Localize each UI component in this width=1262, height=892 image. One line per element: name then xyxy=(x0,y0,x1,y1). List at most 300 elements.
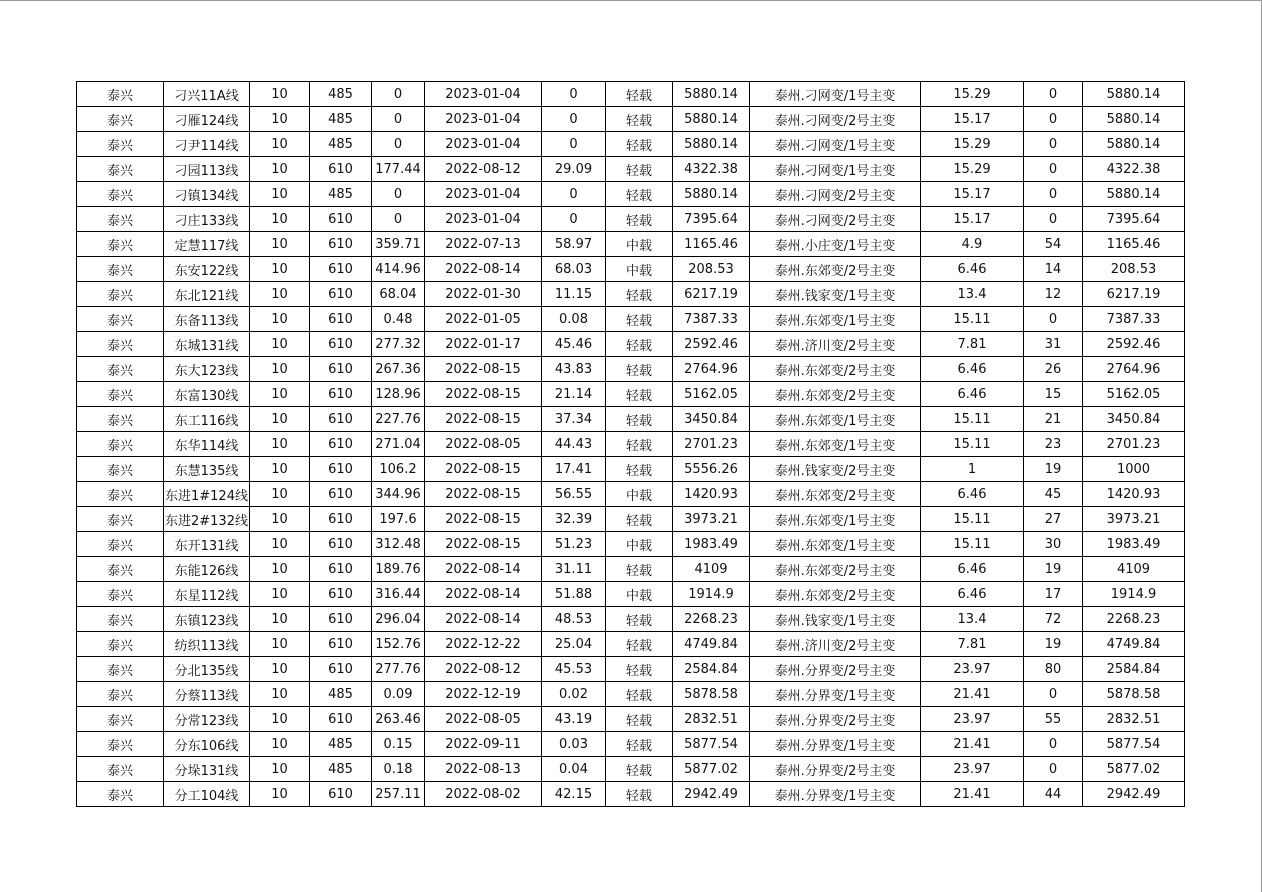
cell-transformer-value: 6.46 xyxy=(921,382,1024,407)
cell-load: 106.2 xyxy=(372,457,425,482)
table-row xyxy=(77,382,1185,407)
cell-region: 泰兴 xyxy=(77,682,164,707)
cell-transformer-value: 15.29 xyxy=(921,157,1024,182)
cell-region: 泰兴 xyxy=(77,432,164,457)
cell-capacity: 610 xyxy=(310,632,372,657)
cell-load: 128.96 xyxy=(372,382,425,407)
cell-transformer-value: 21.41 xyxy=(921,782,1024,807)
cell-count: 19 xyxy=(1024,632,1083,657)
cell-available-capacity: 4109 xyxy=(1083,557,1185,582)
cell-load: 263.46 xyxy=(372,707,425,732)
cell-transformer: 泰州.济川变/2号主变 xyxy=(750,332,921,357)
cell-available-capacity: 5880.14 xyxy=(1083,107,1185,132)
cell-region: 泰兴 xyxy=(77,657,164,682)
cell-region: 泰兴 xyxy=(77,282,164,307)
cell-available-capacity: 7387.33 xyxy=(1083,307,1185,332)
cell-voltage: 10 xyxy=(250,382,310,407)
cell-count: 0 xyxy=(1024,207,1083,232)
cell-region: 泰兴 xyxy=(77,782,164,807)
table-row xyxy=(77,582,1185,607)
cell-region: 泰兴 xyxy=(77,132,164,157)
cell-count: 17 xyxy=(1024,582,1083,607)
cell-load-status: 轻载 xyxy=(606,382,673,407)
cell-count: 15 xyxy=(1024,382,1083,407)
cell-capacity: 610 xyxy=(310,507,372,532)
cell-count: 0 xyxy=(1024,757,1083,782)
cell-count: 54 xyxy=(1024,232,1083,257)
cell-load-rate: 0 xyxy=(542,207,606,232)
cell-count: 0 xyxy=(1024,307,1083,332)
cell-load: 68.04 xyxy=(372,282,425,307)
cell-voltage: 10 xyxy=(250,682,310,707)
cell-load: 227.76 xyxy=(372,407,425,432)
cell-available-capacity: 4749.84 xyxy=(1083,632,1185,657)
cell-line-name: 东安122线 xyxy=(164,257,250,282)
cell-remaining-capacity: 5880.14 xyxy=(673,132,750,157)
cell-load: 257.11 xyxy=(372,782,425,807)
cell-date: 2022-08-14 xyxy=(425,607,542,632)
table-row xyxy=(77,132,1185,157)
cell-load-rate: 0 xyxy=(542,82,606,107)
cell-load-status: 轻载 xyxy=(606,707,673,732)
cell-load: 197.6 xyxy=(372,507,425,532)
cell-region: 泰兴 xyxy=(77,532,164,557)
cell-voltage: 10 xyxy=(250,757,310,782)
cell-region: 泰兴 xyxy=(77,332,164,357)
cell-load-status: 轻载 xyxy=(606,607,673,632)
cell-count: 0 xyxy=(1024,157,1083,182)
cell-count: 26 xyxy=(1024,357,1083,382)
cell-capacity: 610 xyxy=(310,557,372,582)
cell-transformer-value: 6.46 xyxy=(921,582,1024,607)
cell-remaining-capacity: 5880.14 xyxy=(673,82,750,107)
cell-remaining-capacity: 1165.46 xyxy=(673,232,750,257)
cell-line-name: 东备113线 xyxy=(164,307,250,332)
cell-remaining-capacity: 2764.96 xyxy=(673,357,750,382)
cell-voltage: 10 xyxy=(250,357,310,382)
cell-date: 2022-08-15 xyxy=(425,457,542,482)
cell-date: 2023-01-04 xyxy=(425,107,542,132)
cell-available-capacity: 4322.38 xyxy=(1083,157,1185,182)
cell-region: 泰兴 xyxy=(77,557,164,582)
cell-transformer-value: 4.9 xyxy=(921,232,1024,257)
cell-region: 泰兴 xyxy=(77,107,164,132)
cell-load: 0 xyxy=(372,82,425,107)
cell-available-capacity: 3450.84 xyxy=(1083,407,1185,432)
cell-date: 2022-08-05 xyxy=(425,707,542,732)
cell-transformer: 泰州.东郊变/1号主变 xyxy=(750,432,921,457)
cell-date: 2022-08-13 xyxy=(425,757,542,782)
cell-load-rate: 11.15 xyxy=(542,282,606,307)
cell-load-status: 轻载 xyxy=(606,557,673,582)
cell-load-status: 轻载 xyxy=(606,682,673,707)
cell-load-rate: 43.19 xyxy=(542,707,606,732)
cell-available-capacity: 5878.58 xyxy=(1083,682,1185,707)
cell-line-name: 东城131线 xyxy=(164,332,250,357)
cell-count: 23 xyxy=(1024,432,1083,457)
cell-load: 277.32 xyxy=(372,332,425,357)
cell-load: 344.96 xyxy=(372,482,425,507)
cell-voltage: 10 xyxy=(250,207,310,232)
cell-remaining-capacity: 2832.51 xyxy=(673,707,750,732)
cell-count: 0 xyxy=(1024,132,1083,157)
cell-load-rate: 21.14 xyxy=(542,382,606,407)
cell-region: 泰兴 xyxy=(77,707,164,732)
cell-transformer: 泰州.分界变/1号主变 xyxy=(750,782,921,807)
cell-voltage: 10 xyxy=(250,332,310,357)
table-row xyxy=(77,707,1185,732)
cell-load: 296.04 xyxy=(372,607,425,632)
cell-load-rate: 44.43 xyxy=(542,432,606,457)
cell-load-rate: 51.23 xyxy=(542,532,606,557)
cell-line-name: 刁尹114线 xyxy=(164,132,250,157)
table-row xyxy=(77,682,1185,707)
cell-load-status: 中载 xyxy=(606,582,673,607)
table-row xyxy=(77,407,1185,432)
cell-count: 12 xyxy=(1024,282,1083,307)
cell-capacity: 485 xyxy=(310,132,372,157)
cell-load: 271.04 xyxy=(372,432,425,457)
cell-load-status: 轻载 xyxy=(606,457,673,482)
cell-load-status: 轻载 xyxy=(606,107,673,132)
cell-voltage: 10 xyxy=(250,307,310,332)
cell-available-capacity: 2942.49 xyxy=(1083,782,1185,807)
cell-capacity: 610 xyxy=(310,707,372,732)
cell-date: 2022-08-15 xyxy=(425,532,542,557)
cell-load: 177.44 xyxy=(372,157,425,182)
cell-load-rate: 45.53 xyxy=(542,657,606,682)
cell-line-name: 东开131线 xyxy=(164,532,250,557)
cell-load-rate: 0 xyxy=(542,182,606,207)
cell-remaining-capacity: 1914.9 xyxy=(673,582,750,607)
cell-available-capacity: 5880.14 xyxy=(1083,82,1185,107)
cell-capacity: 610 xyxy=(310,332,372,357)
cell-date: 2022-12-22 xyxy=(425,632,542,657)
cell-voltage: 10 xyxy=(250,482,310,507)
cell-available-capacity: 7395.64 xyxy=(1083,207,1185,232)
cell-transformer: 泰州.刁网变/1号主变 xyxy=(750,132,921,157)
cell-transformer-value: 7.81 xyxy=(921,632,1024,657)
cell-capacity: 610 xyxy=(310,207,372,232)
cell-region: 泰兴 xyxy=(77,607,164,632)
cell-line-name: 东能126线 xyxy=(164,557,250,582)
cell-line-name: 东镇123线 xyxy=(164,607,250,632)
cell-line-name: 东北121线 xyxy=(164,282,250,307)
cell-transformer-value: 15.17 xyxy=(921,207,1024,232)
cell-available-capacity: 1983.49 xyxy=(1083,532,1185,557)
cell-remaining-capacity: 2701.23 xyxy=(673,432,750,457)
cell-count: 21 xyxy=(1024,407,1083,432)
cell-available-capacity: 6217.19 xyxy=(1083,282,1185,307)
cell-voltage: 10 xyxy=(250,182,310,207)
cell-date: 2023-01-04 xyxy=(425,207,542,232)
cell-transformer: 泰州.东郊变/2号主变 xyxy=(750,482,921,507)
cell-capacity: 610 xyxy=(310,157,372,182)
cell-load-status: 轻载 xyxy=(606,307,673,332)
cell-transformer-value: 15.11 xyxy=(921,507,1024,532)
cell-date: 2022-12-19 xyxy=(425,682,542,707)
cell-transformer-value: 15.29 xyxy=(921,82,1024,107)
cell-remaining-capacity: 4749.84 xyxy=(673,632,750,657)
cell-available-capacity: 5880.14 xyxy=(1083,182,1185,207)
cell-transformer-value: 15.11 xyxy=(921,307,1024,332)
table-row xyxy=(77,82,1185,107)
cell-line-name: 刁庄133线 xyxy=(164,207,250,232)
cell-load-rate: 43.83 xyxy=(542,357,606,382)
cell-transformer-value: 13.4 xyxy=(921,607,1024,632)
table-row xyxy=(77,107,1185,132)
cell-count: 19 xyxy=(1024,557,1083,582)
cell-remaining-capacity: 5556.26 xyxy=(673,457,750,482)
cell-load-status: 轻载 xyxy=(606,332,673,357)
cell-transformer: 泰州.刁网变/2号主变 xyxy=(750,207,921,232)
cell-line-name: 东星112线 xyxy=(164,582,250,607)
cell-transformer: 泰州.东郊变/2号主变 xyxy=(750,382,921,407)
cell-voltage: 10 xyxy=(250,782,310,807)
cell-transformer-value: 15.29 xyxy=(921,132,1024,157)
cell-transformer: 泰州.钱家变/2号主变 xyxy=(750,457,921,482)
cell-remaining-capacity: 5880.14 xyxy=(673,182,750,207)
cell-voltage: 10 xyxy=(250,507,310,532)
cell-load-status: 轻载 xyxy=(606,357,673,382)
cell-voltage: 10 xyxy=(250,582,310,607)
cell-date: 2022-09-11 xyxy=(425,732,542,757)
cell-capacity: 610 xyxy=(310,307,372,332)
cell-date: 2022-08-02 xyxy=(425,782,542,807)
cell-count: 27 xyxy=(1024,507,1083,532)
cell-line-name: 定慧117线 xyxy=(164,232,250,257)
cell-load: 0 xyxy=(372,182,425,207)
cell-capacity: 485 xyxy=(310,182,372,207)
cell-count: 0 xyxy=(1024,732,1083,757)
cell-load: 0.48 xyxy=(372,307,425,332)
cell-date: 2023-01-04 xyxy=(425,182,542,207)
cell-region: 泰兴 xyxy=(77,482,164,507)
cell-transformer-value: 15.17 xyxy=(921,182,1024,207)
cell-region: 泰兴 xyxy=(77,207,164,232)
cell-transformer-value: 21.41 xyxy=(921,732,1024,757)
cell-region: 泰兴 xyxy=(77,82,164,107)
cell-load-rate: 17.41 xyxy=(542,457,606,482)
cell-voltage: 10 xyxy=(250,82,310,107)
cell-transformer: 泰州.钱家变/1号主变 xyxy=(750,607,921,632)
table-row xyxy=(77,657,1185,682)
cell-load-rate: 29.09 xyxy=(542,157,606,182)
cell-date: 2022-01-05 xyxy=(425,307,542,332)
cell-count: 0 xyxy=(1024,182,1083,207)
cell-load-status: 轻载 xyxy=(606,132,673,157)
cell-load-status: 中载 xyxy=(606,232,673,257)
cell-voltage: 10 xyxy=(250,157,310,182)
table-row xyxy=(77,557,1185,582)
cell-load-rate: 37.34 xyxy=(542,407,606,432)
cell-transformer: 泰州.刁网变/2号主变 xyxy=(750,182,921,207)
cell-transformer-value: 6.46 xyxy=(921,557,1024,582)
cell-available-capacity: 1000 xyxy=(1083,457,1185,482)
cell-capacity: 610 xyxy=(310,482,372,507)
cell-load-rate: 0.02 xyxy=(542,682,606,707)
cell-load-status: 轻载 xyxy=(606,182,673,207)
cell-transformer-value: 23.97 xyxy=(921,757,1024,782)
cell-count: 19 xyxy=(1024,457,1083,482)
cell-count: 0 xyxy=(1024,682,1083,707)
cell-load-rate: 31.11 xyxy=(542,557,606,582)
cell-region: 泰兴 xyxy=(77,407,164,432)
cell-count: 45 xyxy=(1024,482,1083,507)
cell-date: 2022-08-15 xyxy=(425,357,542,382)
cell-load-rate: 58.97 xyxy=(542,232,606,257)
cell-date: 2022-08-12 xyxy=(425,657,542,682)
cell-date: 2023-01-04 xyxy=(425,132,542,157)
cell-date: 2023-01-04 xyxy=(425,82,542,107)
cell-capacity: 485 xyxy=(310,732,372,757)
cell-load-rate: 0.08 xyxy=(542,307,606,332)
table-row xyxy=(77,532,1185,557)
cell-count: 55 xyxy=(1024,707,1083,732)
cell-remaining-capacity: 5162.05 xyxy=(673,382,750,407)
cell-capacity: 610 xyxy=(310,607,372,632)
cell-load: 0.18 xyxy=(372,757,425,782)
cell-load-rate: 42.15 xyxy=(542,782,606,807)
cell-load: 277.76 xyxy=(372,657,425,682)
cell-load: 0 xyxy=(372,132,425,157)
cell-transformer: 泰州.东郊变/1号主变 xyxy=(750,307,921,332)
cell-remaining-capacity: 7395.64 xyxy=(673,207,750,232)
cell-remaining-capacity: 4109 xyxy=(673,557,750,582)
cell-count: 44 xyxy=(1024,782,1083,807)
cell-load-rate: 0 xyxy=(542,132,606,157)
cell-transformer: 泰州.钱家变/1号主变 xyxy=(750,282,921,307)
cell-remaining-capacity: 2942.49 xyxy=(673,782,750,807)
cell-load: 0.15 xyxy=(372,732,425,757)
cell-voltage: 10 xyxy=(250,257,310,282)
cell-count: 0 xyxy=(1024,107,1083,132)
table-row xyxy=(77,282,1185,307)
cell-available-capacity: 5877.02 xyxy=(1083,757,1185,782)
cell-capacity: 485 xyxy=(310,757,372,782)
cell-date: 2022-07-13 xyxy=(425,232,542,257)
cell-capacity: 485 xyxy=(310,682,372,707)
cell-transformer-value: 6.46 xyxy=(921,257,1024,282)
cell-available-capacity: 1420.93 xyxy=(1083,482,1185,507)
cell-load-rate: 48.53 xyxy=(542,607,606,632)
cell-transformer-value: 15.11 xyxy=(921,407,1024,432)
cell-remaining-capacity: 5878.58 xyxy=(673,682,750,707)
cell-capacity: 485 xyxy=(310,82,372,107)
cell-capacity: 610 xyxy=(310,357,372,382)
table-row xyxy=(77,432,1185,457)
cell-load: 152.76 xyxy=(372,632,425,657)
table-row xyxy=(77,357,1185,382)
cell-region: 泰兴 xyxy=(77,357,164,382)
cell-load-rate: 56.55 xyxy=(542,482,606,507)
cell-date: 2022-08-05 xyxy=(425,432,542,457)
cell-transformer: 泰州.小庄变/1号主变 xyxy=(750,232,921,257)
cell-load: 0.09 xyxy=(372,682,425,707)
cell-load-rate: 51.88 xyxy=(542,582,606,607)
cell-line-name: 东进1#124线 xyxy=(164,482,250,507)
cell-available-capacity: 208.53 xyxy=(1083,257,1185,282)
cell-region: 泰兴 xyxy=(77,457,164,482)
cell-transformer-value: 6.46 xyxy=(921,482,1024,507)
cell-region: 泰兴 xyxy=(77,257,164,282)
cell-voltage: 10 xyxy=(250,532,310,557)
cell-date: 2022-01-30 xyxy=(425,282,542,307)
cell-date: 2022-08-14 xyxy=(425,257,542,282)
cell-remaining-capacity: 5880.14 xyxy=(673,107,750,132)
cell-line-name: 分北135线 xyxy=(164,657,250,682)
cell-region: 泰兴 xyxy=(77,632,164,657)
cell-transformer: 泰州.分界变/2号主变 xyxy=(750,757,921,782)
cell-transformer: 泰州.刁网变/2号主变 xyxy=(750,107,921,132)
cell-transformer-value: 13.4 xyxy=(921,282,1024,307)
cell-region: 泰兴 xyxy=(77,757,164,782)
cell-capacity: 610 xyxy=(310,382,372,407)
cell-voltage: 10 xyxy=(250,457,310,482)
cell-region: 泰兴 xyxy=(77,507,164,532)
cell-line-name: 分工104线 xyxy=(164,782,250,807)
cell-transformer-value: 21.41 xyxy=(921,682,1024,707)
cell-region: 泰兴 xyxy=(77,157,164,182)
cell-transformer: 泰州.东郊变/2号主变 xyxy=(750,557,921,582)
cell-load-rate: 45.46 xyxy=(542,332,606,357)
cell-voltage: 10 xyxy=(250,607,310,632)
table-row xyxy=(77,457,1185,482)
cell-available-capacity: 5877.54 xyxy=(1083,732,1185,757)
cell-remaining-capacity: 5877.02 xyxy=(673,757,750,782)
cell-load-status: 中载 xyxy=(606,532,673,557)
cell-line-name: 刁雁124线 xyxy=(164,107,250,132)
cell-capacity: 610 xyxy=(310,532,372,557)
cell-load-status: 轻载 xyxy=(606,82,673,107)
cell-capacity: 610 xyxy=(310,282,372,307)
cell-count: 72 xyxy=(1024,607,1083,632)
cell-voltage: 10 xyxy=(250,107,310,132)
cell-transformer: 泰州.济川变/2号主变 xyxy=(750,632,921,657)
cell-load-status: 轻载 xyxy=(606,757,673,782)
cell-line-name: 东进2#132线 xyxy=(164,507,250,532)
cell-line-name: 刁园113线 xyxy=(164,157,250,182)
cell-date: 2022-08-15 xyxy=(425,507,542,532)
cell-capacity: 610 xyxy=(310,582,372,607)
cell-voltage: 10 xyxy=(250,632,310,657)
cell-date: 2022-08-12 xyxy=(425,157,542,182)
table-row xyxy=(77,232,1185,257)
cell-available-capacity: 2584.84 xyxy=(1083,657,1185,682)
cell-load-status: 轻载 xyxy=(606,782,673,807)
cell-load-rate: 68.03 xyxy=(542,257,606,282)
cell-transformer-value: 7.81 xyxy=(921,332,1024,357)
cell-voltage: 10 xyxy=(250,707,310,732)
cell-region: 泰兴 xyxy=(77,182,164,207)
cell-load-rate: 0.03 xyxy=(542,732,606,757)
cell-date: 2022-08-15 xyxy=(425,382,542,407)
table-row xyxy=(77,157,1185,182)
cell-line-name: 东工116线 xyxy=(164,407,250,432)
cell-line-name: 分蔡113线 xyxy=(164,682,250,707)
table-row xyxy=(77,732,1185,757)
cell-capacity: 610 xyxy=(310,657,372,682)
cell-load-status: 轻载 xyxy=(606,282,673,307)
cell-region: 泰兴 xyxy=(77,232,164,257)
cell-load-status: 轻载 xyxy=(606,157,673,182)
cell-capacity: 485 xyxy=(310,107,372,132)
cell-voltage: 10 xyxy=(250,282,310,307)
cell-voltage: 10 xyxy=(250,557,310,582)
table-row xyxy=(77,757,1185,782)
cell-date: 2022-01-17 xyxy=(425,332,542,357)
cell-transformer-value: 23.97 xyxy=(921,707,1024,732)
